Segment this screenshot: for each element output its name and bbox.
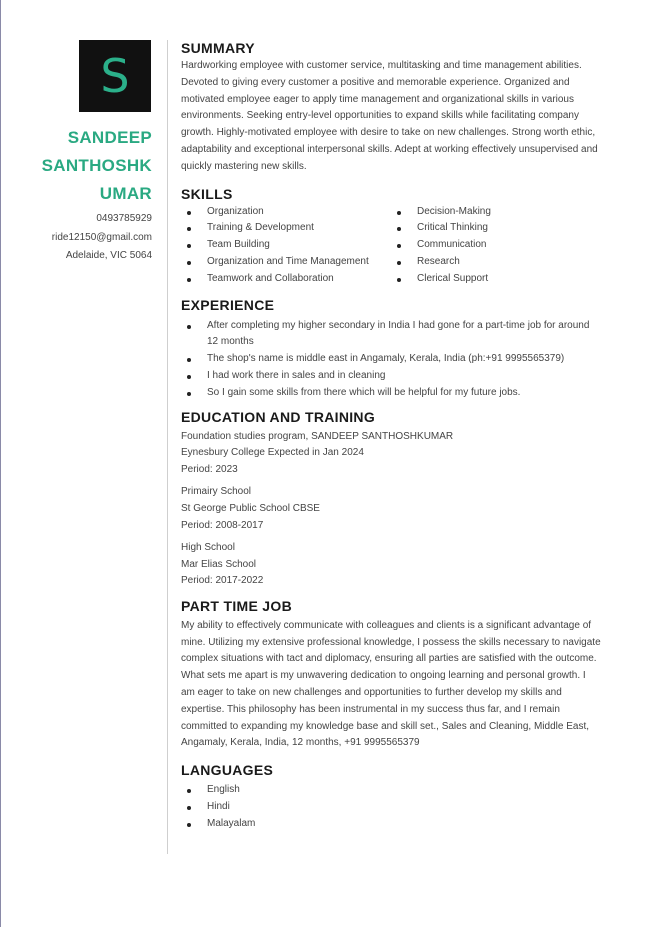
section-heading: EDUCATION AND TRAINING <box>181 408 376 425</box>
experience-item: The shop's name is middle east in Angamaly, Kerala, India (ph:+91 9995565379) <box>181 351 601 368</box>
name-line: UMAR <box>99 184 152 203</box>
education-line: Foundation studies program, SANDEEP SANTHOSHKUMAR <box>181 430 454 442</box>
skill-item: Critical Thinking <box>391 220 491 237</box>
skill-item: Organization and Time Management <box>181 254 391 271</box>
education-line: Eynesbury College Expected in Jan 2024 <box>181 447 364 459</box>
education-entry <box>181 429 601 479</box>
experience-item: So I gain some skills from there which will be helpful for my future jobs. <box>181 385 601 402</box>
language-item: Malayalam <box>181 816 601 833</box>
education-line: Period: 2017-2022 <box>181 575 264 587</box>
section-heading: SKILLS <box>181 185 233 202</box>
phone-number: 0493785929 <box>96 213 152 224</box>
skill-item: Teamwork and Collaboration <box>181 271 391 288</box>
skills-column-2 <box>391 204 491 288</box>
location: Adelaide, VIC 5064 <box>65 250 152 261</box>
section-heading: LANGUAGES <box>181 762 274 779</box>
section-heading: SUMMARY <box>181 40 255 56</box>
languages-section <box>181 760 601 832</box>
education-entry <box>181 484 601 534</box>
experience-item: I had work there in sales and in cleaning <box>181 368 601 385</box>
language-item: English <box>181 782 601 799</box>
education-line: St George Public School CBSE <box>181 502 320 514</box>
resume-main <box>181 38 601 833</box>
languages-list <box>181 782 601 832</box>
experience-item: After completing my higher secondary in India I had gone for a part-time job for around 12 months <box>181 318 601 352</box>
skills-column-1 <box>181 204 391 288</box>
skill-item: Research <box>391 254 491 271</box>
skill-item: Decision-Making <box>391 204 491 221</box>
part-time-job-text: My ability to effectively communicate with colleagues and clients is a significant advantage of mine. Utilizing my extensive professional knowledge, I possess the skills necessary to navigate complex situations with tact and diplomacy, ensuring all parties are satisfied with the outcome. What sets me apart is my unwavering dedication to ongoing learning and personal growth. I am eager to take on new challenges and opportunities to further develop my skills and expertise. This philosophy has been instrumental in my success thus far, and I remain committed to expanding my knowledge base and skill set., Sales and Cleaning, Middle East, Angamaly, Kerala, India, 12 months, +91 9995565379 <box>181 619 601 749</box>
page-edge <box>0 0 1 927</box>
skills-section <box>181 184 601 288</box>
experience-list <box>181 318 601 402</box>
summary-section <box>181 38 601 176</box>
name-line: SANTHOSHK <box>41 156 152 175</box>
name-line: SANDEEP <box>67 128 152 147</box>
education-entry <box>181 540 601 590</box>
education-line: Primairy School <box>181 486 252 498</box>
part-time-job-section <box>181 596 601 752</box>
summary-text: Hardworking employee with customer service, multitasking and time management abilities. Devoted to giving every customer a positive and memorable experience. Organized and motivated employee eager to apply time management and organizational skills in various environments. Seeking entry-level opportunities to expand skills while facilitating company growth. Highly-motivated employee with desire to take on new challenges. Strong worth ethic, adaptability and exceptional interpersonal skills. Adept at working effectively unsupervised and quickly mastering new skills. <box>181 60 598 172</box>
skills-columns <box>181 204 601 288</box>
column-divider <box>167 40 168 854</box>
monogram-initial: S <box>100 49 130 103</box>
section-heading: EXPERIENCE <box>181 296 275 313</box>
skill-item: Clerical Support <box>391 271 491 288</box>
language-item: Hindi <box>181 799 601 816</box>
skill-item: Team Building <box>181 237 391 254</box>
email-address: ride12150@gmail.com <box>51 231 152 243</box>
skill-item: Training & Development <box>181 220 391 237</box>
education-line: Period: 2023 <box>181 463 238 475</box>
education-line: Period: 2008-2017 <box>181 519 264 531</box>
skill-item: Communication <box>391 237 491 254</box>
section-heading: PART TIME JOB <box>181 597 292 614</box>
education-line: Mar Elias School <box>181 558 257 570</box>
education-line: High School <box>181 542 235 554</box>
education-section <box>181 407 601 590</box>
candidate-name <box>20 124 152 208</box>
monogram-logo <box>79 40 151 112</box>
skill-item: Organization <box>181 204 391 221</box>
experience-section <box>181 295 601 402</box>
contact-info <box>20 210 152 266</box>
